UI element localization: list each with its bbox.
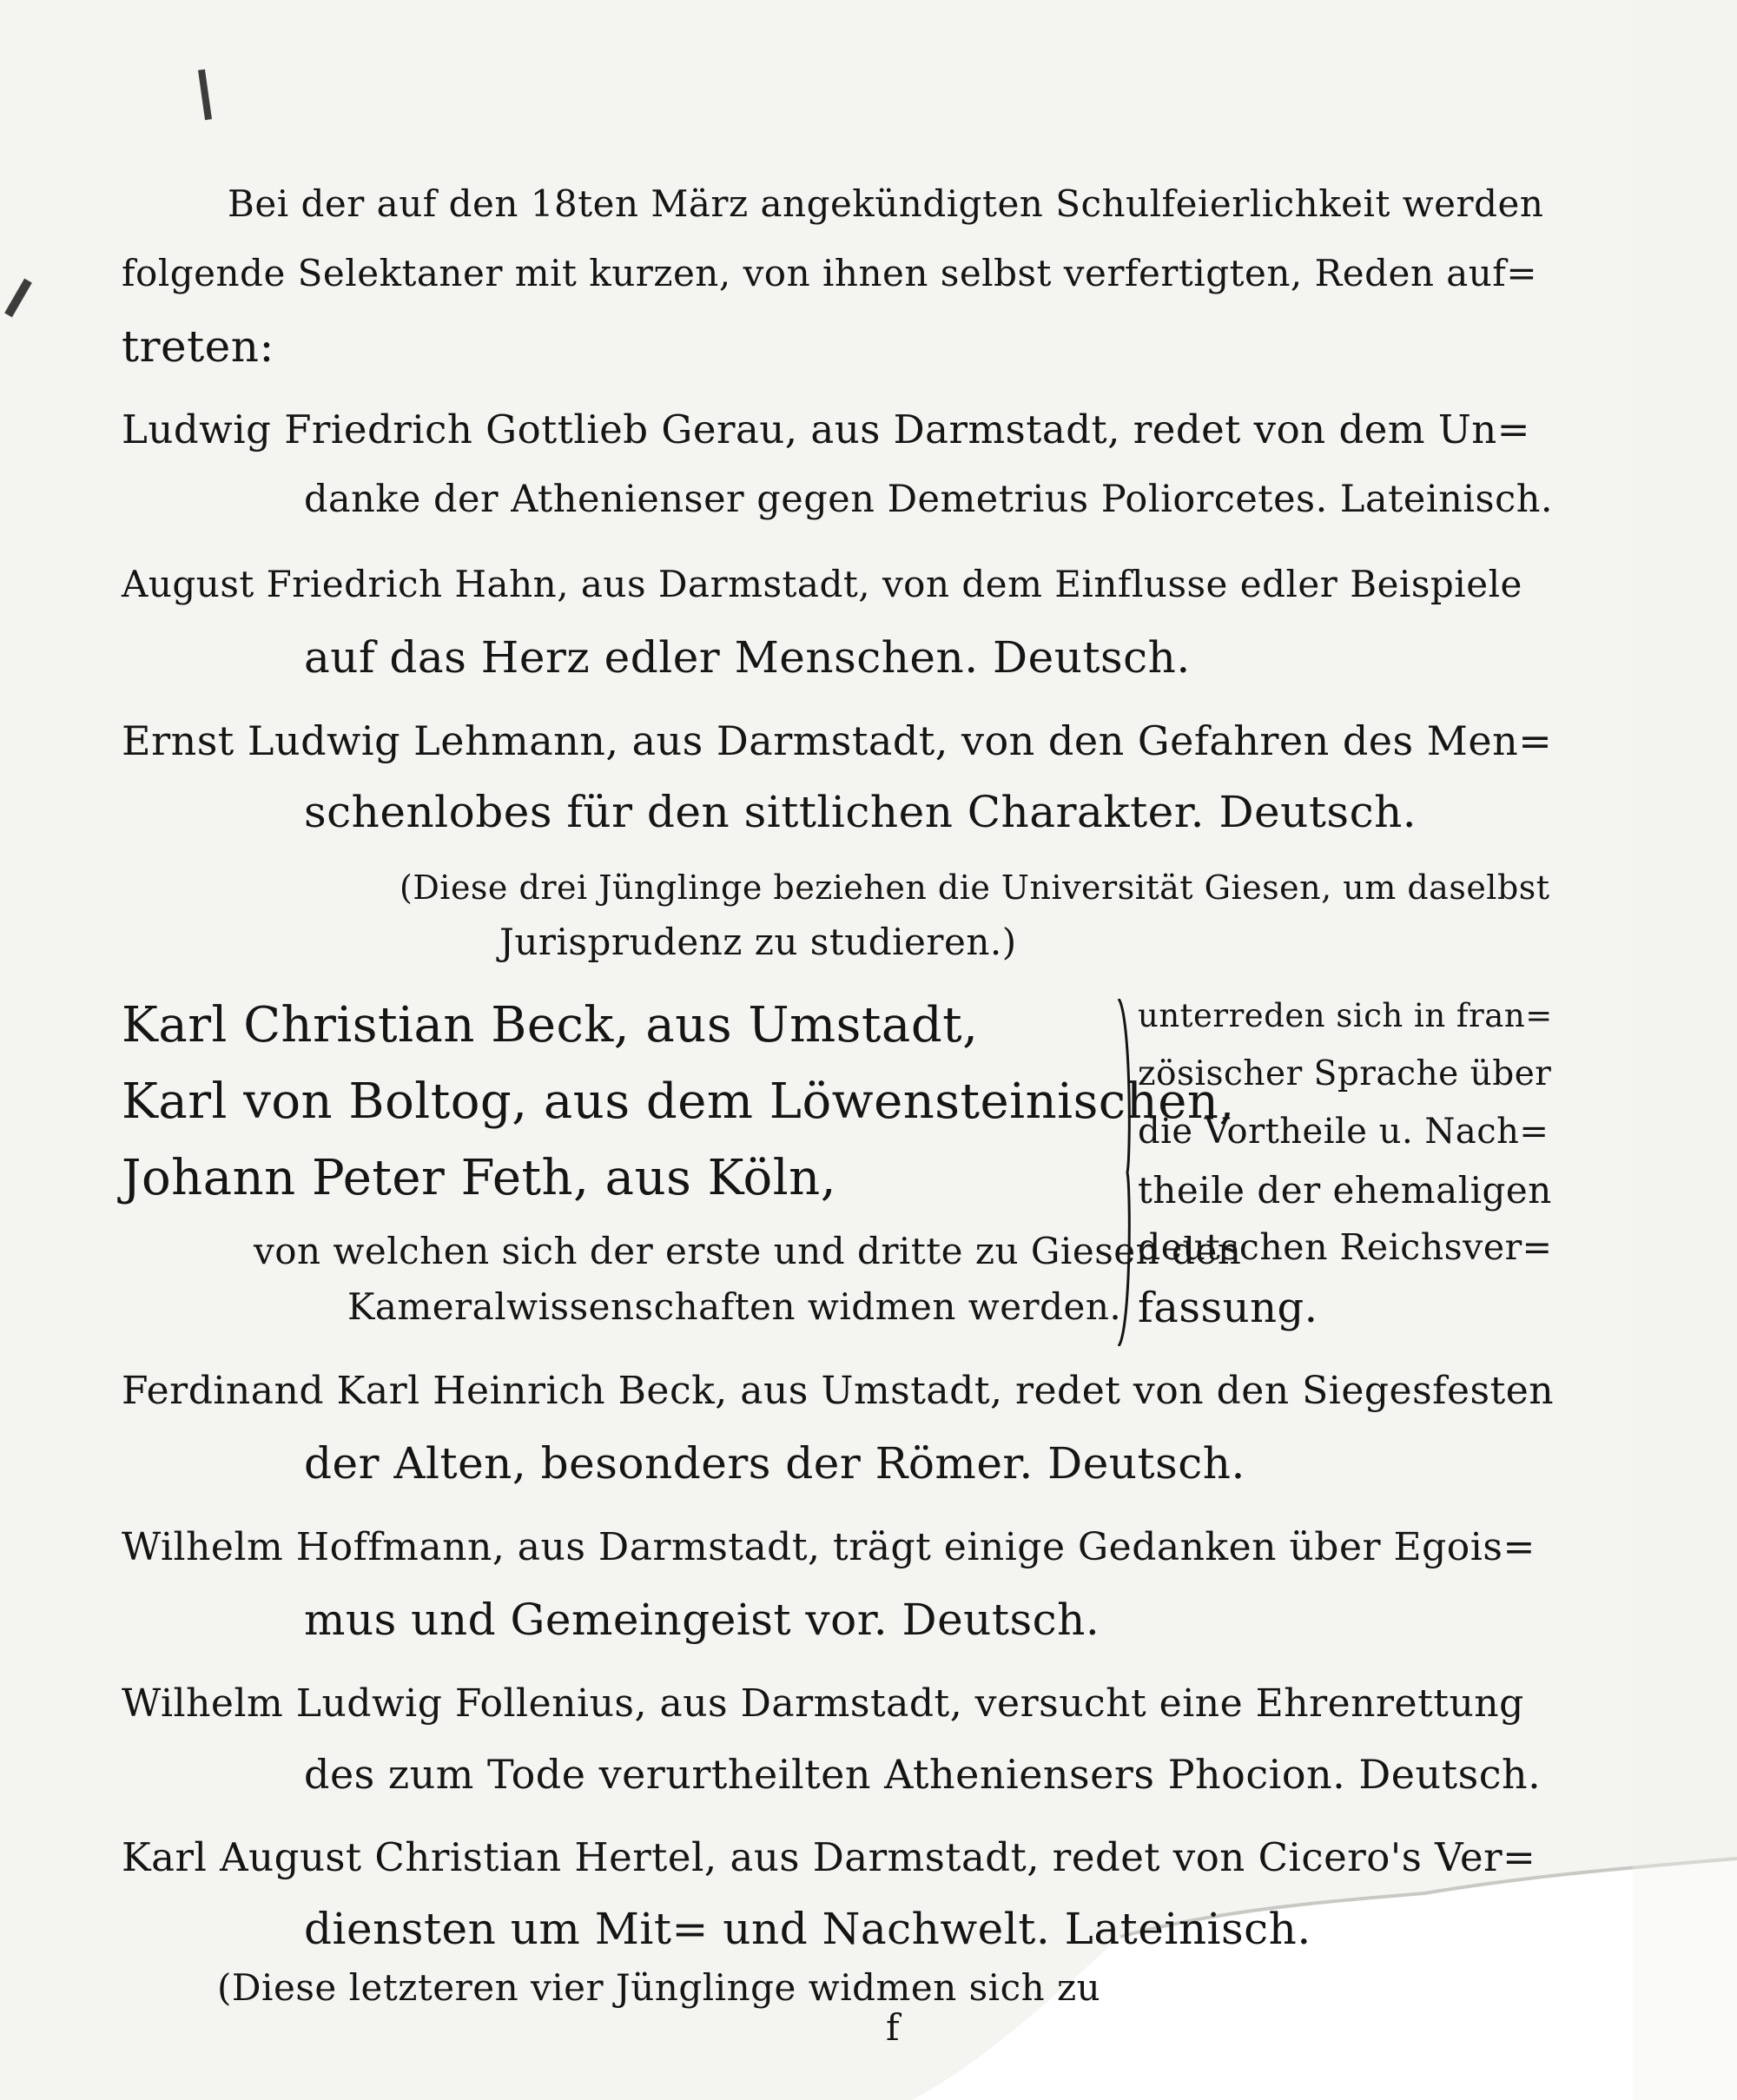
group-note: von welchen sich der erste und dritte zu Giesen den (254, 1230, 1242, 1272)
speaker-topic: danke der Athenienser gegen Demetrius Poliorcetes. Lateinisch. (304, 478, 1554, 521)
brace-text: theile der ehemaligen (1138, 1169, 1552, 1212)
brace-text: unterreden sich in fran= (1138, 997, 1553, 1034)
note-line: (Diese drei Jünglinge beziehen die Universität Giesen, um daselbst (400, 868, 1550, 907)
intro-line: treten: (122, 321, 274, 372)
speaker-entry: Karl August Christian Hertel, aus Darmstadt, redet von Cicero's Ver= (122, 1834, 1536, 1880)
note-line: Jurisprudenz zu studieren.) (499, 921, 1017, 963)
speaker-topic: schenlobes für den sittlichen Charakter. Deutsch. (304, 787, 1417, 837)
group-speaker: Karl Christian Beck, aus Umstadt, (122, 997, 979, 1053)
group-speaker: Karl von Boltog, aus dem Löwensteinischen, (122, 1073, 1235, 1130)
group-note: Kameralwissenschaften widmen werden. (347, 1285, 1122, 1328)
brace-text: fassung. (1138, 1284, 1318, 1332)
speaker-entry: Ferdinand Karl Heinrich Beck, aus Umstadt, redet von den Siegesfesten (122, 1369, 1555, 1413)
speaker-topic: mus und Gemeingeist vor. Deutsch. (304, 1595, 1100, 1645)
speaker-entry: Ernst Ludwig Lehmann, aus Darmstadt, von den Gefahren des Men= (122, 717, 1553, 764)
torn-fragment: f (886, 2006, 901, 2049)
brace-text: zösischer Sprache über (1138, 1054, 1552, 1093)
group-speaker: Johann Peter Feth, aus Köln, (122, 1150, 836, 1206)
speaker-topic: des zum Tode verurtheilten Atheniensers Phocion. Deutsch. (304, 1751, 1542, 1798)
speaker-topic: diensten um Mit= und Nachwelt. Lateinisch. (304, 1904, 1311, 1954)
speaker-topic: der Alten, besonders der Römer. Deutsch. (304, 1438, 1245, 1489)
speaker-topic: auf das Herz edler Menschen. Deutsch. (304, 632, 1191, 683)
speaker-entry: Wilhelm Ludwig Follenius, aus Darmstadt, versucht eine Ehrenrettung (122, 1681, 1524, 1726)
brace-text: die Vortheile u. Nach= (1138, 1112, 1549, 1152)
brace (1115, 999, 1136, 1346)
intro-line: folgende Selektaner mit kurzen, von ihnen selbst verfertigten, Reden auf= (122, 252, 1538, 294)
speaker-entry: Wilhelm Hoffmann, aus Darmstadt, trägt einige Gedanken über Egois= (122, 1525, 1536, 1569)
speaker-entry: August Friedrich Hahn, aus Darmstadt, von dem Einflusse edler Beispiele (122, 563, 1522, 605)
intro-line: Bei der auf den 18ten März angekündigten Schulfeierlichkeit werden (228, 182, 1544, 225)
speaker-entry: Ludwig Friedrich Gottlieb Gerau, aus Darmstadt, redet von dem Un= (122, 406, 1530, 452)
note-line: (Diese letzteren vier Jünglinge widmen sich zu (217, 1966, 1101, 2009)
brace-text: deutschen Reichsver= (1138, 1226, 1553, 1268)
